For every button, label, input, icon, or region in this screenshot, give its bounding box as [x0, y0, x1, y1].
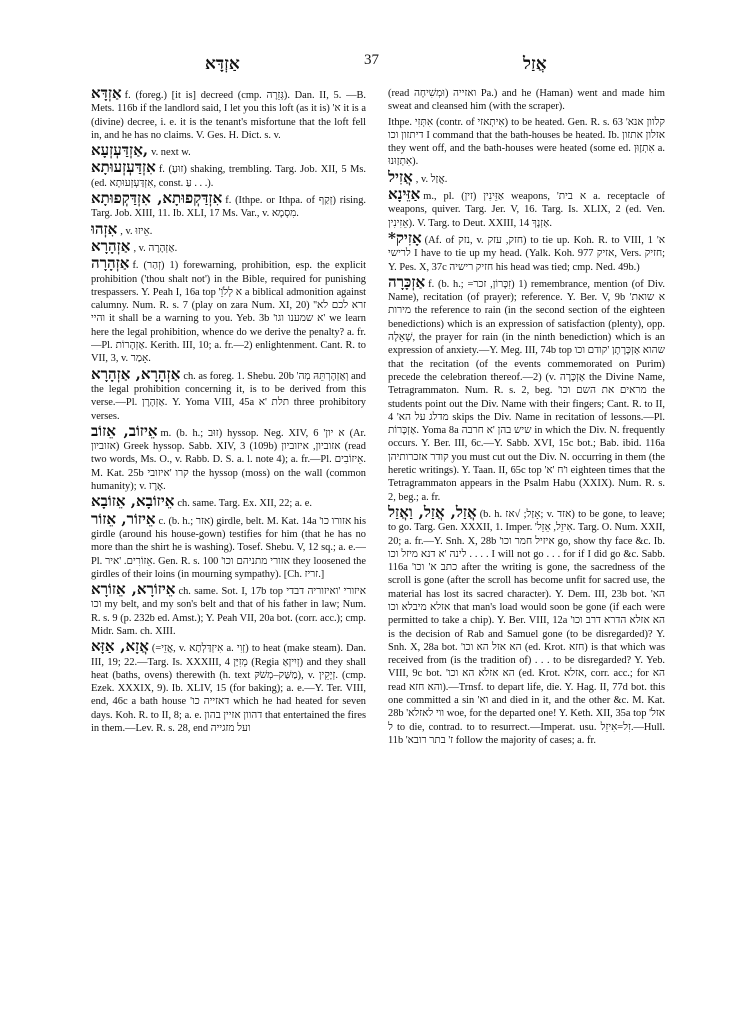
dictionary-entry: [388, 185, 665, 230]
entry-definition: m., pl. אַזֵּינִין (זין) weapons, 'א בית a. receptacle of weapons, quiver. Targ. Jer. V, 16. Targ. Is. XLIX, 2 (ed. Ven. אֵזִינִין). V. Targ. to Deut. XXIII, 14 אַזְנָךְ.: [388, 191, 665, 229]
entry-definition: f. (Ithpe. or Ithpa. of זְקַף) rising. Targ. Job. XIII, 11. Ib. XLI, 17 Ms. Var., v. מִסְמָא.: [91, 195, 366, 220]
entry-definition: ch. same. Targ. Ex. XII, 22; a. e.: [177, 498, 312, 510]
entry-definition: m. (b. h.; זוּב) hyssop. Neg. XIV, 6 'א יון (Ar. אזוביון) Greek hyssop. Sabb. XIV, 3 (109b) אזוביון, איזוביון (read two words, Ms. O., v. Rabb. D. S. a. l. note 4); a. fr.—Pl. אֵיזוֹבִים. M. Kat. 25b קרו 'איזובי the hyssop (moss) on the wall (common humanity); v. אֶרֶז.: [91, 427, 366, 493]
entry-headword: אֵיזוֹר, אֵזוֹר: [91, 509, 156, 528]
dictionary-entry: [388, 167, 665, 186]
entry-definition: , v. אֲזַל.: [415, 173, 448, 185]
dictionary-entry: [388, 502, 665, 747]
entry-headword: אֵיזוֹרָא, אֵזוֹרָא: [91, 580, 176, 599]
header-left-catchword: אַזְדָּא: [205, 54, 240, 74]
entry-definition: (b. h. אָזַל; √אז; v. אזד) to be gone, to leave; to go. Targ. Gen. XXXII, 1. Imper. 'אִיזֵל, אֵזֵל. Targ. O. Num. XXII, 20; a. fr.—Y. Snh. X, 28b 'איזיל חמר וכו go, show thy face &c. Ib. לינה 'א דנא מיזל וכו . . . . I will not go . . . for if I did go &c. Sabb. 116a 'כתב א' וכו after the writing is gone, the sacredness of the scroll is gone (after the scroll has become unfit for sacred use, the material has lost its sacred character). Y. Dem. III, 23b bot. 'הא אזלא מיבלא וכו that man's load would soon be gone (if each were permitted to take a chip). Y. Ber. VIII, 12a 'הא אזלא הדרא דרב וכו is the decision of Rab and Samuel gone (to be disregarded)? Y. Snh. X, 28a bot. 'הא אזל הא וכו (ed. Krot. חזא) is that which was received from (is the tradition of) . . . to be disregarded? Y. Yeb. VIII, 9c bot. 'הא אזלא הא וכו (ed. Krot. אזלא, corr. acc.; for הא read והא חזא).—Trnsf. to depart life, die. Y. Hag. II, 77d bot. this one committed a sin 'וא and died in it, and the other &c. M. Kat. 28b 'ווי לאזלא woe, for the departed one! Y. Keth. XII, 35a top 'אזל ל to die, contrad. to to resurrect.—Imperat. usu. זִל=אִיזֵל.—Hull. 11b 'ז' בתר רובא follow the majority of cases; a. fr.: [388, 508, 665, 746]
dictionary-entry: [91, 364, 366, 423]
entry-headword: אַזֵּינָא: [388, 185, 421, 204]
entry-headword: אַזְכָּרָה: [388, 272, 426, 291]
entry-headword: אִזְדַּקְפוּתָא, אִזְדַּקְפוּתָא: [91, 189, 223, 208]
entry-headword: אֲזִיל: [388, 167, 413, 186]
entry-headword: אִזְדַּעְזְעוּתָא: [91, 158, 156, 177]
entry-headword: אַזְדַּעְזְעָא,: [91, 141, 149, 160]
dictionary-entry: [91, 580, 366, 638]
dictionary-entry: [91, 158, 366, 190]
entry-definition: f. (foreg.) [it is] decreed (cmp. גְּזֵרָה). Dan. II, 5. —B. Mets. 116b if the landlord said, I let you this loft (as it is) 'א it is a (divine) decree, i. e. it is the tenant's misfortune that the loft fell in, and he has no claims. V. Ges. H. Dict. s. v.: [91, 90, 366, 141]
dictionary-entry: [91, 492, 366, 511]
entry-definition: Ithpe. אִתְּזִי (contr. of אִיתְאזי) to be heated. Gen. R. s. 63 'קלוון אנא דיתזון וכו I command that the bath-houses be heated. Ib. אזלון אתזון they went off, and the bath-houses were heated (some ed. אִתְזָוּן a. אִתְזַוּנוּ).: [388, 116, 665, 168]
dictionary-entry: [91, 236, 366, 255]
entry-definition: ch. same. Sot. I, 17b top איזורי 'ואיזוריה דבדי וכו my belt, and my son's belt and that of his father in law; Num. R. s. 9 (p. 232b ed. Amst.); Y. Peah VII, 20a bot. (corr. acc.); cmp. Midr. Sam. ch. XIII.: [91, 586, 366, 637]
dictionary-entry: [91, 219, 366, 238]
entry-headword: אֵיזוֹבָא, אֵזוֹבָא: [91, 492, 175, 511]
dictionary-entry: [388, 116, 665, 169]
entry-definition: (=אֲזֵי, v. אִיזְדַּלְתָא a. זְוִי) to heat (make steam). Dan. III, 19; 22.—Targ. Is. XXXIII, 4 מְזִיַּן (Regia זְיִיןאַ) and they shall heat (baths, ovens) therewith (h. text מַשַּׁק–מְשֹׁקּ), v. זְיָקֵין. (cmp. Ezek. XXXIX, 9). Ib. XLIV, 15 (for baking); a. e.—Y. Ter. VIII, end, 46c a bath house 'דאזייה כו which he had heated for seven days. Koh. R. to II, 8; a. e. דהוון אזיין בהון that entertained the fires in them.—Lev. R. s. 28, end ועל מזגייה: [91, 643, 366, 735]
page-number: 37: [364, 52, 379, 68]
entry-definition: c. (b. h.; אזר) girdle, belt. M. Kat. 14a 'אזורו כו his girdle (around his house-gown) testifies for him (that he has no more than the shirt he is washing). Tosef. Shebu. V, 12 sq.; a. e.—Pl. אֵזוֹרִים. 'איר. Gen. R. s. 100 'אזורי מתניהם וכו they loosened the girdles of their loins (in mourning sympathy). [Ch. זריז.]: [91, 515, 366, 580]
left-column: [91, 87, 366, 1005]
entry-definition: ch. as foreg. 1. Shebu. 20b 'וְאַזְהָרְתֵּהּ מְה and the legal prohibition concerning it, is to be derived from this verse.—Pl. אַזְהָרָן. Y. Yoma VIII, 45a תלת 'א three prohibitory verses.: [91, 370, 366, 422]
entry-definition: v. next w.: [151, 147, 191, 159]
dictionary-entry: [388, 87, 665, 114]
dictionary-entry: [91, 637, 366, 735]
entry-definition: , v. אַזְהָרָה.: [133, 242, 178, 254]
dictionary-entry: [91, 509, 366, 581]
entry-definition: f. (זוּעַ) shaking, trembling. Targ. Job. XII, 5 Ms. (ed. אִזְדַּעְזְעוּתָא, const. עַּ . . .).: [91, 164, 366, 189]
header-right-catchword: אֲזַל: [523, 54, 547, 74]
entry-headword: אַזְהָרָה: [91, 254, 130, 273]
dictionary-entry: [388, 272, 665, 504]
entry-headword: אֵיזוֹב, אֵזוֹב: [91, 421, 158, 440]
entry-headword: אִזְהוּ: [91, 219, 118, 238]
dictionary-entry: [388, 228, 665, 274]
dictionary-entry: [91, 189, 366, 221]
entry-definition: f. (זְהַר) 1) forewarning, prohibition, esp. the explicit prohibition ('thou shalt not') in the Bible, required for punishing trespassers. Y. Peah I, 16a top 'א לְלֹוֵ a biblical admonition against calumny. Num. R. s. 7 (play on zara Num. XI, 20) 'זרא לכם לא' והיי it shall be a warning to you. Yeb. 3b 'א שמענו וגו' we learn here the legal prohibition, whence do we derive the penalty? a. fr.—Pl. אַזְהָרוֹת. Kerith. III, 10; a. fr.—2) enlightenment. Cant. R. to VII, 3, v. אָמַר.: [91, 260, 366, 365]
entry-headword: אַזְדָּא: [91, 87, 122, 102]
entry-headword: אֲזָא, אַזָּא: [91, 637, 149, 656]
dictionary-entry: [91, 421, 366, 493]
entry-headword: אַזְהָרָא: [91, 236, 131, 255]
dictionary-entry: [91, 87, 366, 142]
right-column: [388, 87, 665, 1005]
dictionary-entry: [91, 141, 366, 160]
entry-definition: (Af. of נזק, v. חזק, עזק) to tie up. Koh. R. to VIII, 1 'א לרישי I have to tie up my head. (Yalk. Koh. 977 אזיק, Vers. חזיק; Y. Pes. X, 37c חזיק רישיה his head was tied; cmp. Ned. 49b.): [388, 234, 665, 273]
entry-headword: *אָזִיק: [388, 228, 422, 247]
entry-definition: f. (b. h.; =זִכָּרוֹן, זכר) 1) remembrance, mention (of Div. Name), recitation (of prayer); reference. Y. Ber. V, 9b 'א שואת מירות the reference to rain (in the second section of the eighteen benedictions) which is an expression of satisfaction (plenty), opp. שְׁאֵלָה, the prayer for rain (in the ninth benediction) which is an expression of anxiety.—Y. Meg. III, 74b top שהוא אַזְכָּרָתָן 'קודם וכו that the recitation (of the events commemorated on Purim) precede the celebration thereof.—2) (v. אַזְכָּרָה the Divine Name, Tetragrammaton. Num. R. s. 2, beg. 'מראים את השם וכו the students point out the Div. Name with their fingers; Cant. R. to II, 4 'מדלג על הא skips the Div. Name in recitation of lessons.—Pl. אַזְכָּרוֹת. Yoma 8a שיש בהן 'א חרבה in which the Div. N. frequently occurs. Y. Ber. III, 6c.—Y. Sabb. XVI, 15c bot.; Bab. ibid. 116a קודר אזכרותיהן you must cut out the Div. N. occurring in them (the heretic writings). Y. Taan. II, 65c top 'ו'ח 'א eighteen times that the Tetragrammaton appears in the Psalm Habu (XXIX). Num. R. s. 2, beg.; a. fr.: [388, 278, 665, 503]
entry-headword: אֲזַל, אֲזַל, וַאֲזַל: [388, 502, 477, 521]
entry-headword: אַזְהָרָא, אַזְהָרָא: [91, 364, 181, 383]
entry-definition: (read וּמְשִׁיחָה) ואזייה Pa.) and he (Haman) went and made him sweat and cleansed him (with the scraper).: [388, 88, 665, 113]
dictionary-entry: [91, 254, 366, 365]
entry-definition: , v. אֵיזוּ.: [120, 225, 153, 237]
